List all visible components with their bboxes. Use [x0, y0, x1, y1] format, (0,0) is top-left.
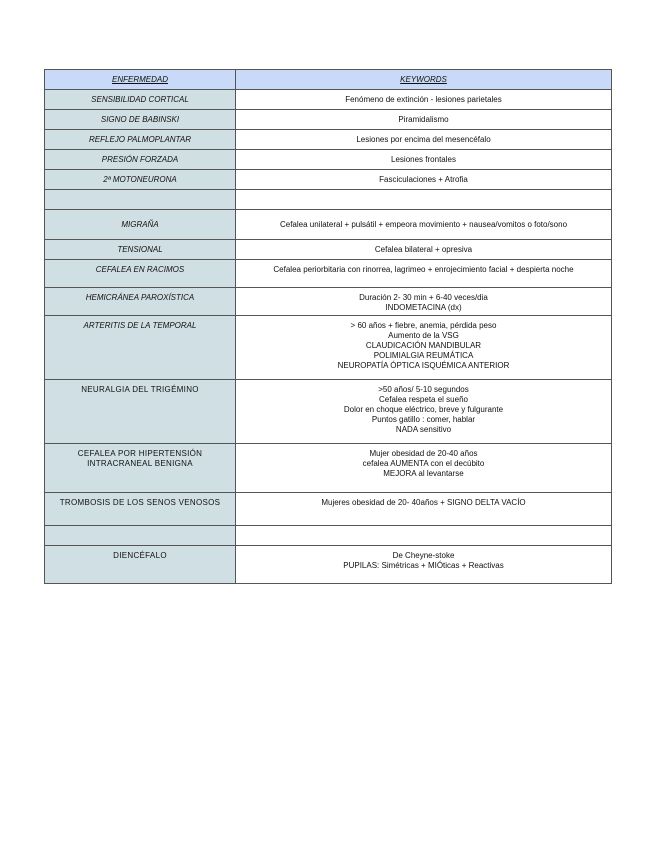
keyword-line: Aumento de la VSG	[388, 331, 459, 340]
keyword-line: Fenómeno de extinción - lesiones parietales	[345, 94, 502, 104]
table-row	[45, 444, 612, 493]
keywords-cell	[236, 380, 612, 444]
disease-cell: MIGRAÑA	[45, 210, 236, 240]
keyword-line: POLIMIALGIA REUMÁTICA	[373, 351, 474, 360]
keyword-line: > 60 años + fiebre, anemia, pérdida peso	[350, 321, 497, 330]
disease-cell: HEMICRÁNEA PAROXÍSTICA	[45, 288, 236, 316]
table-row	[45, 240, 612, 260]
empty-row	[45, 190, 612, 210]
keyword-line: De Cheyne-stoke	[392, 551, 455, 560]
keyword-line: Cefalea unilateral + pulsátil + empeora movimiento + nausea/vomitos o foto/sono	[279, 219, 568, 229]
disease-cell: CEFALEA POR HIPERTENSIÓN INTRACRANEAL BENIGNA	[45, 444, 236, 493]
table-row	[45, 546, 612, 584]
empty-row	[45, 526, 612, 546]
keyword-line: Duración 2- 30 min + 6-40 veces/dia	[359, 293, 488, 302]
disease-cell: CEFALEA EN RACIMOS	[45, 260, 236, 288]
keyword-line: MEJORA al levantarse	[383, 469, 464, 478]
keyword-line: PUPILAS: Simétricas + MIÓticas + Reactivas	[343, 561, 504, 570]
keywords-cell	[236, 150, 612, 170]
keyword-line: Cefalea respeta el sueño	[379, 395, 468, 404]
keywords-cell	[236, 493, 612, 526]
table-row	[45, 493, 612, 526]
disease-cell	[45, 526, 236, 546]
table-row	[45, 316, 612, 380]
keyword-line: CLAUDICACIÓN MANDIBULAR	[365, 341, 482, 350]
table-row	[45, 288, 612, 316]
header-row	[45, 70, 612, 90]
keyword-line: Mujer obesidad de 20-40 años	[369, 449, 478, 458]
keywords-cell	[236, 546, 612, 584]
disease-cell: SIGNO DE BABINSKI	[45, 110, 236, 130]
keywords-cell	[236, 210, 612, 240]
keyword-line: Dolor en choque eléctrico, breve y fulgurante	[343, 405, 504, 414]
table-row	[45, 170, 612, 190]
disease-cell: 2ª MOTONEURONA	[45, 170, 236, 190]
disease-cell: NEURALGIA DEL TRIGÉMINO	[45, 380, 236, 444]
table-row	[45, 260, 612, 288]
keyword-line: Cefalea periorbitaria con rinorrea, lagrimeo + enrojecimiento facial + despierta noche	[273, 265, 574, 274]
keyword-line: NEUROPATÍA ÓPTICA ISQUÉMICA ANTERIOR	[337, 361, 510, 370]
keyword-line: Fasciculaciones + Atrofia	[379, 174, 468, 184]
keyword-line: NADA sensitivo	[395, 425, 452, 434]
keywords-cell	[236, 260, 612, 288]
keywords-cell	[236, 288, 612, 316]
header-enfermedad: ENFERMEDAD	[45, 70, 236, 90]
table-row	[45, 110, 612, 130]
disease-cell: ARTERITIS DE LA TEMPORAL	[45, 316, 236, 380]
keyword-line: Lesiones por encima del mesencéfalo	[356, 134, 491, 144]
table-row	[45, 150, 612, 170]
keywords-table	[44, 69, 612, 584]
keyword-line: Cefalea bilateral + opresiva	[374, 244, 473, 254]
keywords-cell	[236, 444, 612, 493]
header-keywords: KEYWORDS	[236, 70, 612, 90]
keyword-line: >50 años/ 5-10 segundos	[378, 385, 469, 394]
keywords-cell	[236, 316, 612, 380]
table-row	[45, 380, 612, 444]
disease-cell: TENSIONAL	[45, 240, 236, 260]
keywords-cell	[236, 526, 612, 546]
disease-cell: DIENCÉFALO	[45, 546, 236, 584]
keywords-cell	[236, 190, 612, 210]
table-row	[45, 90, 612, 110]
keyword-line: INDOMETACINA (dx)	[385, 303, 462, 312]
disease-cell: PRESIÓN FORZADA	[45, 150, 236, 170]
keywords-cell	[236, 110, 612, 130]
disease-cell: SENSIBILIDAD CORTICAL	[45, 90, 236, 110]
keyword-line: Piramidalismo	[398, 114, 449, 124]
table-row	[45, 210, 612, 240]
keyword-line: Mujeres obesidad de 20- 40años + SIGNO DELTA VACÍO	[321, 498, 526, 507]
keyword-line: Puntos gatillo : comer, hablar	[371, 415, 476, 424]
keyword-line: Lesiones frontales	[391, 154, 456, 164]
table-row	[45, 130, 612, 150]
keywords-cell	[236, 130, 612, 150]
keyword-line: cefalea AUMENTA con el decúbito	[362, 459, 485, 468]
disease-cell: TROMBOSIS DE LOS SENOS VENOSOS	[45, 493, 236, 526]
keywords-cell	[236, 240, 612, 260]
keywords-cell	[236, 170, 612, 190]
disease-cell	[45, 190, 236, 210]
keywords-cell	[236, 90, 612, 110]
disease-cell: REFLEJO PALMOPLANTAR	[45, 130, 236, 150]
